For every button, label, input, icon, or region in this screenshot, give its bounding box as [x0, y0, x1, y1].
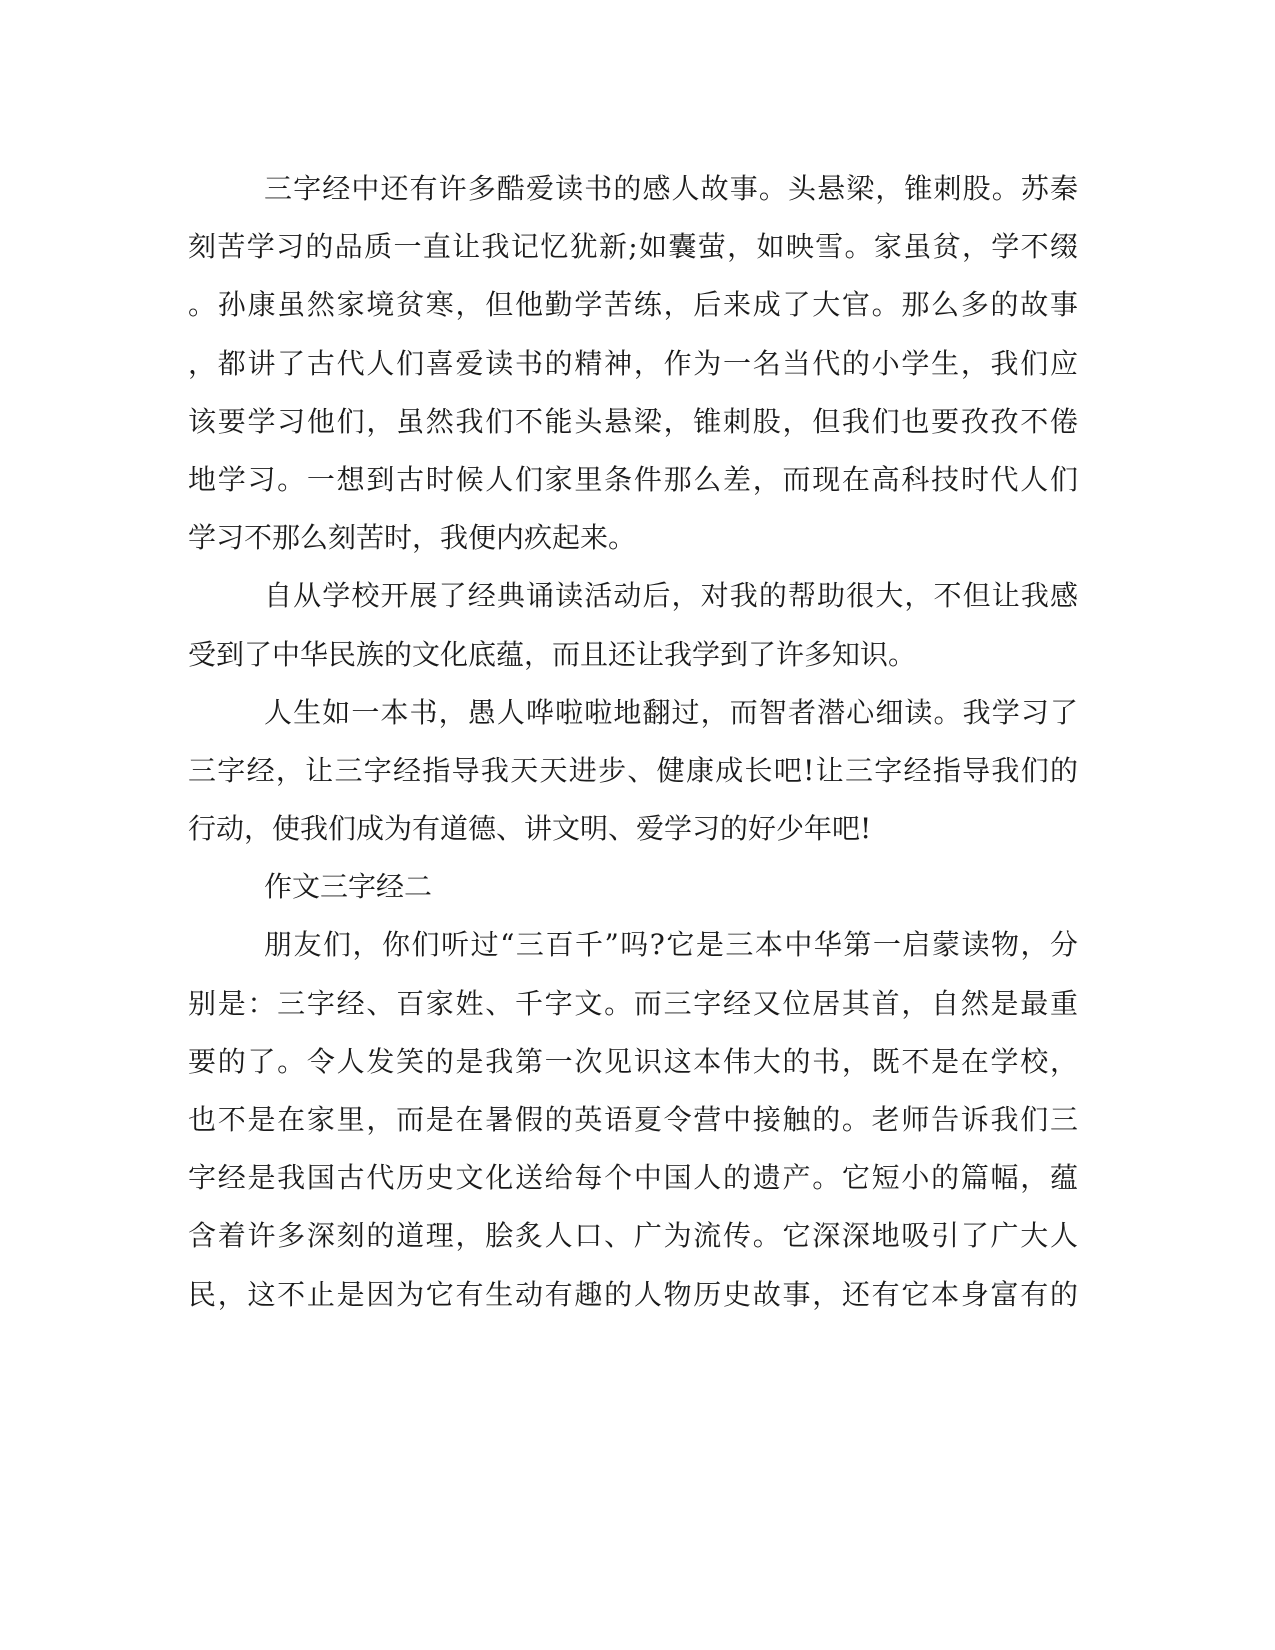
text-line: 学习不那么刻苦时，我便内疚起来。 [188, 521, 637, 555]
text-line: 刻苦学习的品质一直让我记忆犹新;如囊萤，如映雪。家虽贫，学不缀 [188, 230, 1078, 264]
text-line: 受到了中华民族的文化底蕴，而且还让我学到了许多知识。 [188, 637, 917, 671]
text-line: 地学习。一想到古时候人们家里条件那么差，而现在高科技时代人们 [188, 462, 1078, 496]
text-line: 三字经，让三字经指导我天天进步、健康成长吧!让三字经指导我们的 [188, 753, 1078, 787]
text-line: 民，这不止是因为它有生动有趣的人物历史故事，还有它本身富有的 [188, 1277, 1078, 1311]
body-text [188, 160, 1078, 1324]
text-line: 含着许多深刻的道理，脍炙人口、广为流传。它深深地吸引了广大人 [188, 1219, 1078, 1253]
text-line: ，都讲了古代人们喜爱读书的精神，作为一名当代的小学生，我们应 [188, 346, 1078, 380]
text-line: 自从学校开展了经典诵读活动后，对我的帮助很大，不但让我感 [264, 579, 1078, 613]
text-line: 。孙康虽然家境贫寒，但他勤学苦练，后来成了大官。那么多的故事 [188, 288, 1078, 322]
text-line: 行动，使我们成为有道德、讲文明、爱学习的好少年吧! [188, 812, 872, 846]
text-line: 字经是我国古代历史文化送给每个中国人的遗产。它短小的篇幅，蕴 [188, 1161, 1078, 1195]
section-heading: 作文三字经二 [264, 870, 433, 904]
text-line: 朋友们，你们听过“三百千”吗?它是三本中华第一启蒙读物，分 [264, 928, 1078, 962]
text-line: 也不是在家里，而是在暑假的英语夏令营中接触的。老师告诉我们三 [188, 1103, 1078, 1136]
text-line: 人生如一本书，愚人哗啦啦地翻过，而智者潜心细读。我学习了 [264, 695, 1078, 729]
text-line: 三字经中还有许多酷爱读书的感人故事。头悬梁，锥刺股。苏秦 [264, 172, 1078, 205]
text-line: 要的了。令人发笑的是我第一次见识这本伟大的书，既不是在学校， [188, 1044, 1078, 1078]
text-line: 该要学习他们，虽然我们不能头悬梁，锥刺股，但我们也要孜孜不倦 [188, 404, 1078, 438]
text-line: 别是：三字经、百家姓、千字文。而三字经又位居其首，自然是最重 [188, 986, 1078, 1020]
